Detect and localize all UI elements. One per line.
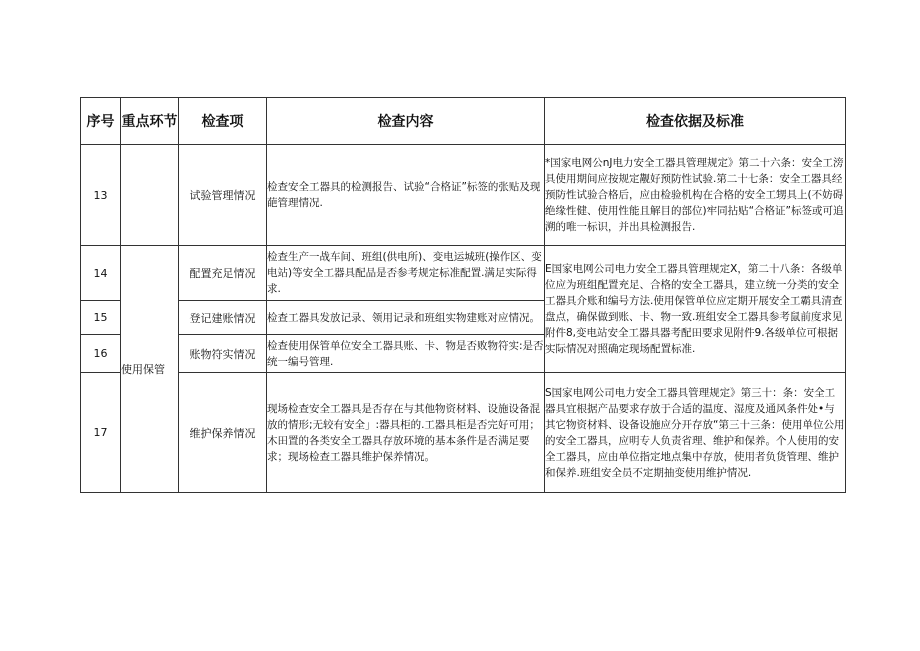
row-content: 现场检查安全工器具是否存在与其他物资材料、设施设备混放的情形;无较有安全」:器具柜的.工器具柜是否完好可用；木田置的各类安全工器具存放环境的基本条件是否满足要求；现场检查工器具维护保养情况。: [267, 373, 545, 493]
row-num: 17: [81, 373, 121, 493]
row-num: 15: [81, 301, 121, 335]
row-basis: *国家电网公nJ电力安全工器具管理规定》第二十六条：安全工滂具使用期间应按规定觏好预防性试验.第二十七条：安全工器具经预防性试验合格后，应由检验机构在合格的安全工甥具上(不妨碍绝缘性健、使用性能且解目的部位)牢同拈贴“合格证”标签或可追溯的唯一标识，并出具检测报告.: [545, 145, 846, 246]
row-basis-shared: E国家电网公司电力安全工器具管理规定X，第二十八条：各级单位应为班组配置充足、合格的安全工器具，建立统一分类的安全工器具介账和编号方法.使用保管单位应定期开展安全工霸具清查盘点，确保做到账、卡、物一致.班组安全工器具参考鼠前度求见附件8,变电站安全工器具器考配田要求见附件9.各级单位可根据实际情况对照确定现场配置标准.: [545, 246, 846, 373]
header-basis: 检查依据及标准: [545, 98, 846, 145]
row-basis: S国家电网公司电力安全工器具管理规定》第三十：条：安全工器具宜根据产品要求存放于合适的温度、湿度及通风条件处•与其它物资材料、设备设施应分开存放“第三十三条：使用单位公用的安全工器具，应明专人负责省理、维护和保养。个人使用的安全工器具，应由单位指定地点集中存放，使用者负货管理、维护和保养.班组安全员不定期抽变使用维护情况.: [545, 373, 846, 493]
row-item: 试验管理情况: [179, 145, 267, 246]
row-content: 检查安全工器具的检测报告、试验“合格证”标签的张贴及现葩管理情况.: [267, 145, 545, 246]
table-row: [81, 145, 846, 246]
inspection-table: [80, 97, 846, 493]
row-num: 13: [81, 145, 121, 246]
section-cell: 使用保管: [121, 246, 179, 493]
header-num: 序号: [81, 98, 121, 145]
row-item: 配置充足情况: [179, 246, 267, 301]
row-content: 检查使用保管单位安全工器具账、卡、物是否败物符实:是否统一编号管理.: [267, 335, 545, 373]
row-content: 检查生产一战车间、班组(供电所)、变电运城班(操作区、变电站)等安全工器具配品是否参考规定标准配置.满足实际得求.: [267, 246, 545, 301]
header-content: 检查内容: [267, 98, 545, 145]
section-cell-empty: [121, 145, 179, 246]
row-content: 检查工器具发放记录、领用记录和班组实物建账对应情况。: [267, 301, 545, 335]
row-item: 登记建账情况: [179, 301, 267, 335]
row-num: 16: [81, 335, 121, 373]
table-row: [81, 246, 846, 301]
header-row: [81, 98, 846, 145]
row-num: 14: [81, 246, 121, 301]
table-row: [81, 373, 846, 493]
row-item: 账物符实情况: [179, 335, 267, 373]
row-item: 维护保养情况: [179, 373, 267, 493]
header-item: 检查项: [179, 98, 267, 145]
header-section: 重点环节: [121, 98, 179, 145]
